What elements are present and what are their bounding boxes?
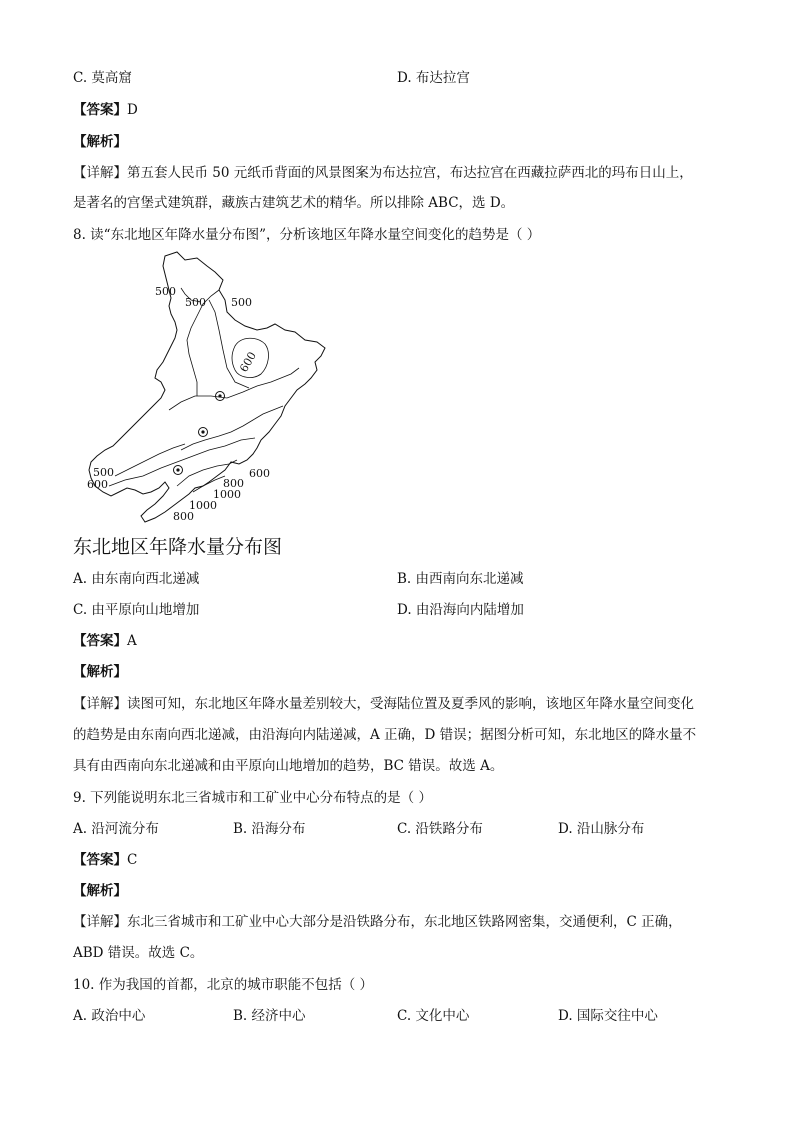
- isohyet-label: 800: [173, 510, 194, 523]
- q7-option-d: D. 布达拉宫: [397, 70, 470, 86]
- isohyet-label: 600: [87, 478, 108, 491]
- isohyet-label: 500: [231, 296, 252, 309]
- q9-analysis-label: 【解析】: [73, 883, 127, 899]
- q7-detail-line1: 【详解】第五套人民币 50 元纸币背面的风景图案为布达拉宫，布达拉宫在西藏拉萨西北的玛布日山上，: [73, 165, 693, 181]
- isohyet-label: 800: [223, 477, 244, 490]
- isohyet-label: 500: [185, 296, 206, 309]
- q8-option-c: C. 由平原向山地增加: [73, 602, 200, 618]
- answer-label: 【答案】: [73, 852, 127, 868]
- q8-answer: [73, 629, 137, 649]
- q10-option-c: C. 文化中心: [397, 1008, 470, 1024]
- q7-answer: [73, 98, 138, 118]
- q8-option-a: A. 由东南向西北递减: [73, 571, 200, 587]
- q10-option-a: A. 政治中心: [73, 1008, 146, 1024]
- answer-label: 【答案】: [73, 633, 127, 649]
- q9-detail-line2: ABD 错误。故选 C。: [73, 945, 204, 961]
- q9-answer: [73, 848, 137, 868]
- isohyet-label: 600: [237, 349, 260, 375]
- region-outline: [89, 252, 325, 522]
- isohyet-label: 500: [93, 466, 114, 479]
- q8-detail-line1: 【详解】读图可知，东北地区年降水量差别较大，受海陆位置及夏季风的影响，该地区年降水量空间变化: [73, 696, 694, 712]
- q8-analysis-label: 【解析】: [73, 664, 127, 680]
- isohyet-label: 500: [155, 285, 176, 298]
- q9-option-a: A. 沿河流分布: [73, 821, 159, 837]
- isohyet-label: 600: [249, 467, 270, 480]
- answer-value: A: [127, 633, 137, 649]
- q10-stem: 10. 作为我国的首都，北京的城市职能不包括（ ）: [73, 977, 374, 993]
- isohyet-label: 1000: [213, 488, 241, 501]
- northeast-precipitation-map: [85, 250, 335, 530]
- q9-option-d: D. 沿山脉分布: [558, 821, 645, 837]
- q8-option-d: D. 由沿海向内陆增加: [397, 602, 524, 618]
- q10-option-b: B. 经济中心: [233, 1008, 306, 1024]
- answer-value: D: [127, 102, 138, 118]
- q8-stem: 8. 读“东北地区年降水量分布图”，分析该地区年降水量空间变化的趋势是（ ）: [73, 227, 541, 243]
- answer-value: C: [127, 852, 138, 868]
- q7-analysis-label: 【解析】: [73, 134, 127, 150]
- q7-detail-line2: 是著名的宫堡式建筑群，藏族古建筑艺术的精华。所以排除 ABC，选 D。: [73, 195, 515, 211]
- q8-option-b: B. 由西南向东北递减: [397, 571, 524, 587]
- map-caption: 东北地区年降水量分布图: [73, 536, 283, 558]
- q8-detail-line3: 具有由西南向东北递减和由平原向山地增加的趋势，BC 错误。故选 A。: [73, 758, 504, 774]
- q7-option-c: C. 莫高窟: [73, 70, 132, 86]
- q9-stem: 9. 下列能说明东北三省城市和工矿业中心分布特点的是（ ）: [73, 790, 432, 806]
- q9-detail-line1: 【详解】东北三省城市和工矿业中心大部分是沿铁路分布，东北地区铁路网密集，交通便利，C 正确，: [73, 914, 682, 930]
- q9-option-c: C. 沿铁路分布: [397, 821, 483, 837]
- q10-option-d: D. 国际交往中心: [558, 1008, 658, 1024]
- answer-label: 【答案】: [73, 102, 127, 118]
- q8-detail-line2: 的趋势是由东南向西北递减，由沿海向内陆递减，A 正确，D 错误；据图分析可知，东北地区的降水量不: [73, 727, 697, 743]
- q9-option-b: B. 沿海分布: [233, 821, 306, 837]
- isohyet-label: 1000: [189, 499, 217, 512]
